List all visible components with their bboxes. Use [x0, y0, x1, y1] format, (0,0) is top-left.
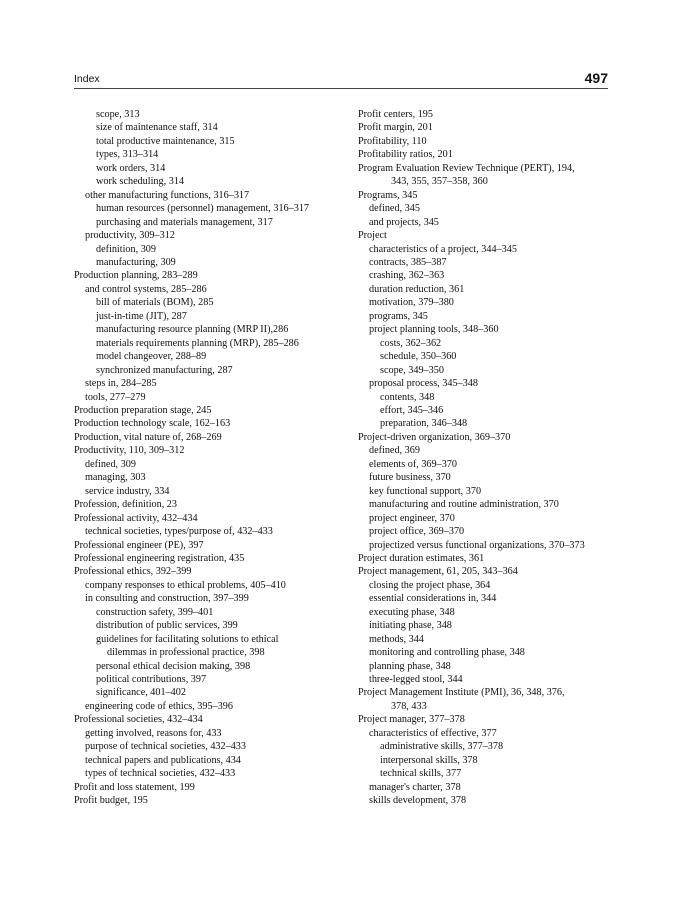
index-entry: technical societies, types/purpose of, 432–433 [85, 526, 273, 538]
index-entry: programs, 345 [369, 310, 428, 322]
index-entry: skills development, 378 [369, 795, 467, 807]
index-entry: distribution of public services, 399 [96, 620, 238, 632]
index-entry: costs, 362–362 [380, 337, 442, 349]
index-entry: Project management, 61, 205, 343–364 [358, 566, 518, 578]
page-number: 497 [584, 70, 608, 86]
index-entry: Profit and loss statement, 199 [74, 781, 195, 793]
index-entry: Profit margin, 201 [358, 122, 433, 134]
index-entry: significance, 401–402 [96, 687, 186, 699]
index-entry: work scheduling, 314 [96, 176, 184, 188]
index-entry: total productive maintenance, 315 [96, 135, 235, 147]
index-entry: types, 313–314 [96, 149, 159, 161]
index-entry: crashing, 362–363 [369, 270, 445, 282]
index-entry: Professional ethics, 392–399 [74, 566, 192, 578]
index-entry: Production, vital nature of, 268–269 [74, 431, 222, 443]
index-entry: Project manager, 377–378 [358, 714, 465, 726]
index-entry: characteristics of a project, 344–345 [369, 243, 517, 255]
index-entry: Professional engineer (PE), 397 [74, 539, 204, 551]
index-entry: Profit centers, 195 [358, 109, 433, 120]
index-entry: key functional support, 370 [369, 485, 482, 497]
index-entry: Project duration estimates, 361 [358, 552, 485, 564]
index-entry: Project Management Institute (PMI), 36, 348, 376, [358, 687, 565, 699]
index-entry: initiating phase, 348 [369, 620, 452, 632]
index-entry: defined, 309 [85, 458, 136, 470]
index-entry: three-legged stool, 344 [369, 674, 463, 686]
index-entry: manufacturing, 309 [96, 256, 176, 268]
index-entry: Profitability, 110 [358, 135, 427, 147]
index-entry: definition, 309 [96, 243, 156, 255]
index-entry: human resources (personnel) management, 316–317 [96, 203, 310, 215]
index-entry: essential considerations in, 344 [369, 593, 497, 605]
index-entry: Production planning, 283–289 [74, 270, 198, 282]
index-entry: interpersonal skills, 378 [380, 754, 478, 766]
index-entry: manufacturing resource planning (MRP II),286 [96, 324, 289, 336]
index-entry: contracts, 385–387 [369, 256, 447, 268]
index-entry: closing the project phase, 364 [369, 579, 491, 591]
index-entry: getting involved, reasons for, 433 [85, 727, 222, 739]
index-entry: project office, 369–370 [369, 526, 465, 538]
header-title: Index [74, 73, 100, 85]
index-entry: administrative skills, 377–378 [380, 741, 504, 753]
index-entry: Profit budget, 195 [74, 795, 148, 807]
index-entry: planning phase, 348 [369, 660, 451, 672]
index-entry: contents, 348 [380, 391, 435, 403]
index-entry: effort, 345–346 [380, 404, 444, 416]
index-entry: projectized versus functional organizations, 370–373 [369, 539, 585, 551]
index-entry: political contributions, 397 [96, 674, 207, 686]
index-entry: Program Evaluation Review Technique (PERT), 194, [358, 162, 575, 174]
index-entry: future business, 370 [369, 472, 451, 484]
index-entry: scope, 313 [96, 109, 140, 120]
index-entry: scope, 349–350 [380, 364, 444, 376]
index-entry: and control systems, 285–286 [85, 283, 207, 295]
index-column-right [358, 108, 613, 808]
index-entry: methods, 344 [369, 633, 424, 645]
index-entry: defined, 345 [369, 203, 420, 215]
index-entry: defined, 369 [369, 445, 420, 457]
index-entry: size of maintenance staff, 314 [96, 122, 218, 134]
index-entry: other manufacturing functions, 316–317 [85, 189, 250, 201]
index-entry: guidelines for facilitating solutions to ethical [96, 633, 279, 645]
index-entry: tools, 277–279 [85, 391, 146, 403]
index-entry: Professional activity, 432–434 [74, 512, 198, 524]
index-entry: Productivity, 110, 309–312 [74, 445, 185, 457]
index-entry: duration reduction, 361 [369, 283, 465, 295]
index-entry: managing, 303 [85, 472, 146, 484]
index-entry: Profession, definition, 23 [74, 499, 177, 511]
index-entry: executing phase, 348 [369, 606, 455, 618]
index-entry: elements of, 369–370 [369, 458, 457, 470]
index-entry: model changeover, 288–89 [96, 351, 207, 363]
index-entry: Project [358, 230, 387, 242]
index-entry: bill of materials (BOM), 285 [96, 297, 214, 309]
index-entry: engineering code of ethics, 395–396 [85, 700, 233, 712]
running-header [74, 70, 608, 89]
index-entry: steps in, 284–285 [85, 378, 157, 390]
index-entry: preparation, 346–348 [380, 418, 468, 430]
index-entry: just-in-time (JIT), 287 [96, 310, 187, 322]
index-entry: project engineer, 370 [369, 512, 455, 524]
index-entry: project planning tools, 348–360 [369, 324, 499, 336]
index-entry: technical papers and publications, 434 [85, 754, 241, 766]
index-entry: Professional societies, 432–434 [74, 714, 203, 726]
index-entry: types of technical societies, 432–433 [85, 768, 236, 780]
index-entry: monitoring and controlling phase, 348 [369, 647, 525, 659]
index-entry: Production preparation stage, 245 [74, 404, 212, 416]
index-entry: work orders, 314 [96, 162, 166, 174]
index-entry: dilemmas in professional practice, 398 [107, 647, 265, 659]
index-column-left [74, 108, 344, 808]
index-entry: schedule, 350–360 [380, 351, 457, 363]
index-entry: personal ethical decision making, 398 [96, 660, 251, 672]
index-entry: 343, 355, 357–358, 360 [391, 176, 488, 188]
index-entry: purpose of technical societies, 432–433 [85, 741, 246, 753]
index-entry: Professional engineering registration, 435 [74, 552, 245, 564]
index-entry: technical skills, 377 [380, 768, 462, 780]
index-entry: service industry, 334 [85, 485, 170, 497]
index-entry: company responses to ethical problems, 405–410 [85, 579, 286, 591]
index-entry: synchronized manufacturing, 287 [96, 364, 233, 376]
index-entry: motivation, 379–380 [369, 297, 454, 309]
index-entry: in consulting and construction, 397–399 [85, 593, 249, 605]
index-entry: Production technology scale, 162–163 [74, 418, 231, 430]
index-entry: manufacturing and routine administration, 370 [369, 499, 559, 511]
index-entry: Profitability ratios, 201 [358, 149, 453, 161]
index-entry: 378, 433 [391, 700, 427, 712]
index-entry: and projects, 345 [369, 216, 439, 228]
index-entry: manager's charter, 378 [369, 781, 461, 793]
index-entry: characteristics of effective, 377 [369, 727, 497, 739]
index-entry: Programs, 345 [358, 189, 418, 201]
index-entry: construction safety, 399–401 [96, 606, 214, 618]
index-entry: productivity, 309–312 [85, 230, 175, 242]
index-entry: purchasing and materials management, 317 [96, 216, 273, 228]
index-entry: materials requirements planning (MRP), 285–286 [96, 337, 299, 349]
index-entry: Project-driven organization, 369–370 [358, 431, 511, 443]
index-entry: proposal process, 345–348 [369, 378, 478, 390]
